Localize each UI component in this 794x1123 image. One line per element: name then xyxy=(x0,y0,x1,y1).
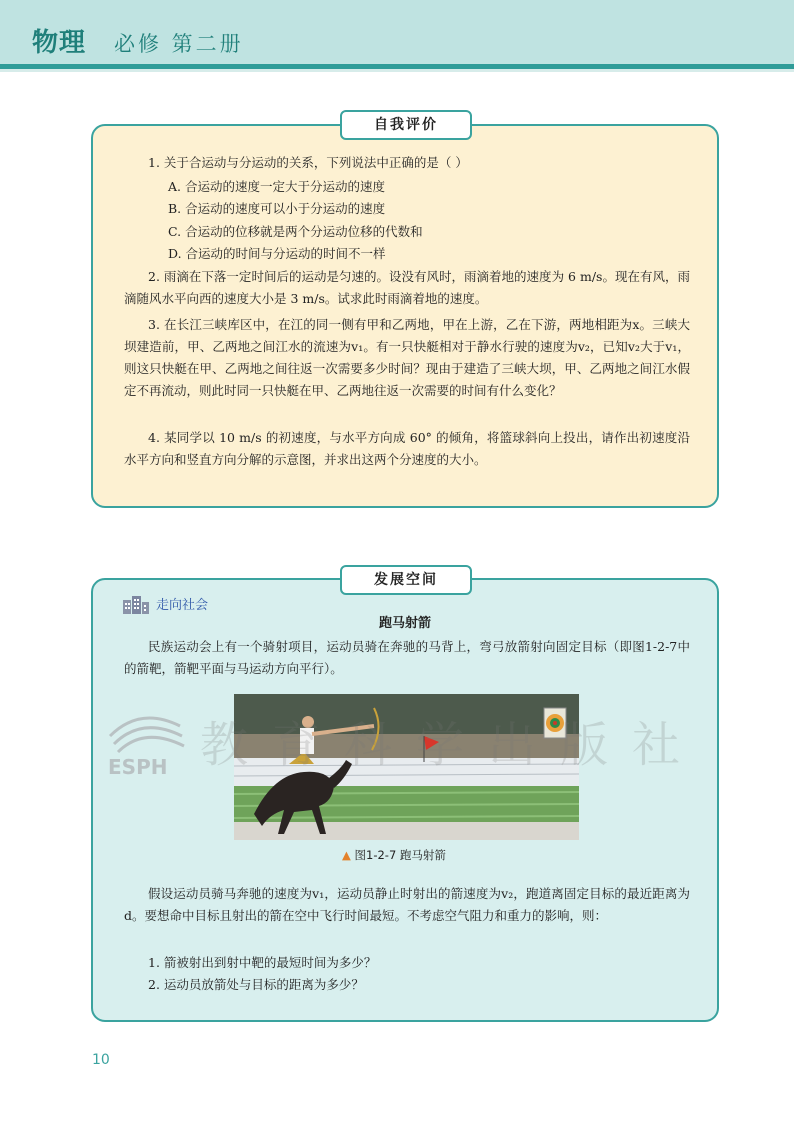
caption-triangle-icon: ▲ xyxy=(342,848,351,862)
q1-option-c: C. 合运动的位移就是两个分运动位移的代数和 xyxy=(168,224,423,239)
q3-text: 3. 在长江三峡库区中，在江的同一侧有甲和乙两地，甲在上游，乙在下游，两地相距为x。三峡大坝建造前，甲、乙两地之间江水的流速为v₁。有一只快艇相对于静水行驶的速度为v₂，已知v₂大于v₁，则这只快艇在甲、乙两地之间往返一次需要多少时间？现由于建造了三峡大坝，甲、乙两地之间江水假定不再流动，则此时同一只快艇在甲、乙两地往返一次需要的时间有什么变化？ xyxy=(124,317,690,398)
book-title: 物理 xyxy=(32,28,87,58)
q1-stem: 1. 关于合运动与分运动的关系，下列说法中正确的是（ ） xyxy=(148,155,468,170)
publisher-logo xyxy=(100,696,190,780)
q1-option-d: D. 合运动的时间与分运动的时间不一样 xyxy=(168,246,386,261)
self-eval-tab: 自我评价 xyxy=(340,110,472,140)
intro-text: 民族运动会上有一个骑射项目，运动员骑在奔驰的马背上，弯弓放箭射向固定目标（即图1-2-7中的箭靶，箭靶平面与马运动方向平行）。 xyxy=(124,639,690,676)
problem-question-1: 1. 箭被射出到射中靶的最短时间为多少？ xyxy=(148,955,377,970)
problem-question-2: 2. 运动员放箭处与目标的距离为多少？ xyxy=(148,977,364,992)
page-number: 10 xyxy=(92,1052,110,1068)
logo-text: ESPH xyxy=(108,755,168,779)
header-shadow xyxy=(0,69,794,72)
publisher-watermark: 教育科学出版社 xyxy=(200,717,705,773)
q1-option-a: A. 合运动的速度一定大于分运动的速度 xyxy=(168,179,385,194)
caption-text: 图1-2-7 跑马射箭 xyxy=(354,848,446,862)
book-subtitle: 必修 第二册 xyxy=(114,32,244,56)
q4-text: 4. 某同学以 10 m/s 的初速度，与水平方向成 60° 的倾角，将篮球斜向上投出，请作出初速度沿水平方向和竖直方向分解的示意图，并求出这两个分速度的大小。 xyxy=(124,430,690,467)
q2-text: 2. 雨滴在下落一定时间后的运动是匀速的。设没有风时，雨滴着地的速度为 6 m/s。现在有风，雨滴随风水平向西的速度大小是 3 m/s。试求此时雨滴着地的速度。 xyxy=(124,269,690,306)
problem-text: 假设运动员骑马奔驰的速度为v₁，运动员静止时射出的箭速度为v₂，跑道离固定目标的最近距离为d。要想命中目标且射出的箭在空中飞行时间最短。不考虑空气阻力和重力的影响，则： xyxy=(124,886,690,923)
social-label-text: 走向社会 xyxy=(156,598,209,613)
q1-option-b: B. 合运动的速度可以小于分运动的速度 xyxy=(168,201,386,216)
development-tab: 发展空间 xyxy=(340,565,472,595)
figure-caption xyxy=(342,847,446,863)
building-icon xyxy=(122,594,150,614)
section-title: 跑马射箭 xyxy=(378,616,431,631)
